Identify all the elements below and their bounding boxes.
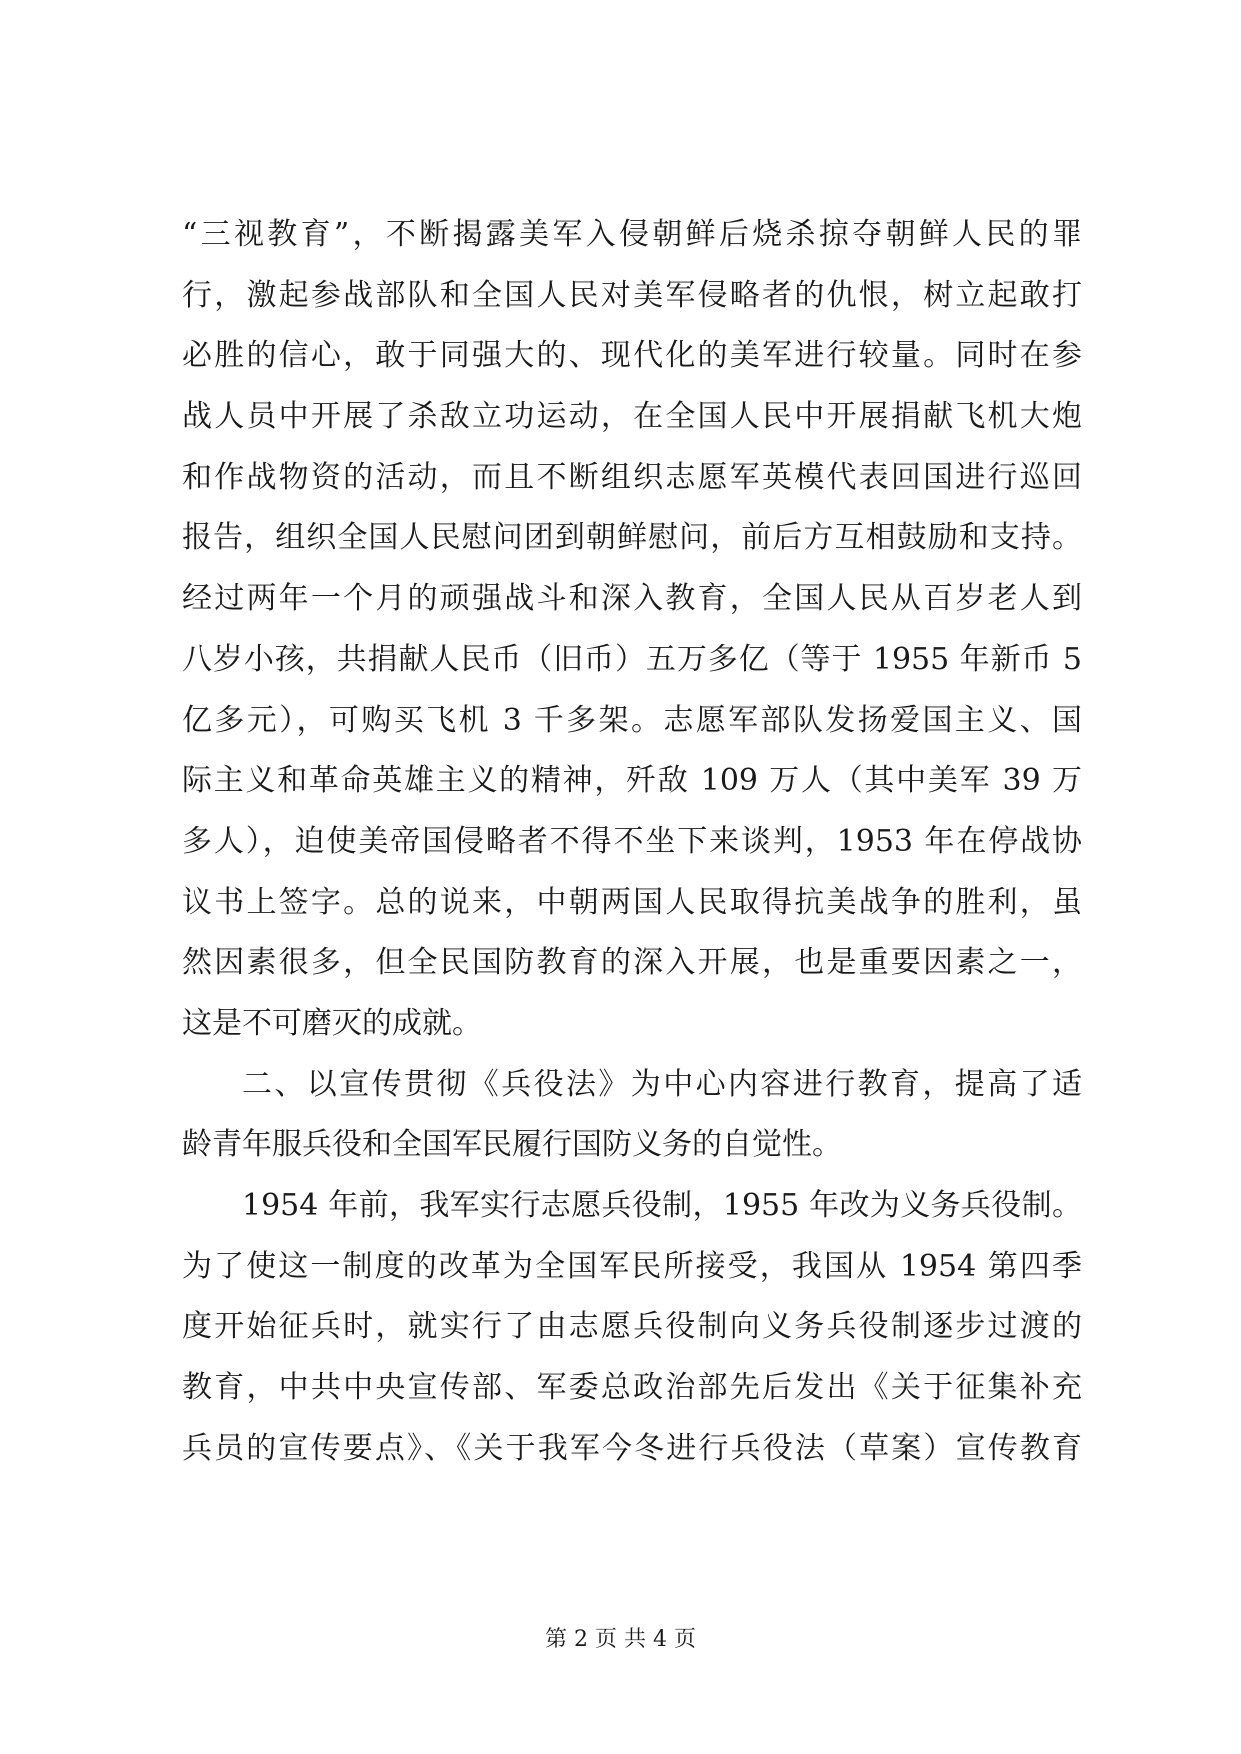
text-line: 然因素很多，但全民国防教育的深入开展，也是重要因素之一， xyxy=(182,945,1082,981)
text-line: 度开始征兵时，就实行了由志愿兵役制向义务兵役制逐步过渡的 xyxy=(182,1309,1082,1345)
text-line: 多人），迫使美帝国侵略者不得不坐下来谈判，1953 年在停战协 xyxy=(182,823,1082,859)
text-line: 教育，中共中央宣传部、军委总政治部先后发出《关于征集补充 xyxy=(182,1370,1082,1406)
text-line: 战人员中开展了杀敌立功运动，在全国人民中开展捐献飞机大炮 xyxy=(182,399,1082,435)
text-line: 行，激起参战部队和全国人民对美军侵略者的仇恨，树立起敢打 xyxy=(182,277,1082,313)
text-line: 1954 年前，我军实行志愿兵役制，1955 年改为义务兵役制。 xyxy=(242,1188,1082,1223)
text-line: 兵员的宣传要点》、《关于我军今冬进行兵役法（草案）宣传教育 xyxy=(182,1430,1082,1466)
text-line: 为了使这一制度的改革为全国军民所接受，我国从 1954 第四季 xyxy=(182,1248,1082,1284)
text-line: 报告，组织全国人民慰问团到朝鲜慰问，前后方互相鼓励和支持。 xyxy=(182,520,1082,556)
text-line: 和作战物资的活动，而且不断组织志愿军英模代表回国进行巡回 xyxy=(182,459,1082,495)
text-line: “三视教育”，不断揭露美军入侵朝鲜后烧杀掠夺朝鲜人民的罪 xyxy=(182,217,1082,252)
text-line: 二、以宣传贯彻《兵役法》为中心内容进行教育，提高了适 xyxy=(242,1066,1082,1102)
text-line: 龄青年服兵役和全国军民履行国防义务的自觉性。 xyxy=(182,1127,842,1163)
document-body xyxy=(182,205,1082,1479)
text-line: 这是不可磨灭的成就。 xyxy=(182,1005,482,1041)
text-line: 际主义和革命英雄主义的精神，歼敌 109 万人（其中美军 39 万 xyxy=(182,763,1082,799)
page-number-footer: 第 2 页 共 4 页 xyxy=(545,1627,696,1652)
text-line: 经过两年一个月的顽强战斗和深入教育，全国人民从百岁老人到 xyxy=(182,581,1082,617)
text-line: 议书上签字。总的说来，中朝两国人民取得抗美战争的胜利，虽 xyxy=(182,884,1082,920)
text-line: 八岁小孩，共捐献人民币（旧币）五万多亿（等于 1955 年新币 5 xyxy=(182,641,1082,677)
text-line: 亿多元），可购买飞机 3 千多架。志愿军部队发扬爱国主义、国 xyxy=(182,702,1082,738)
text-line: 必胜的信心，敢于同强大的、现代化的美军进行较量。同时在参 xyxy=(182,338,1082,374)
